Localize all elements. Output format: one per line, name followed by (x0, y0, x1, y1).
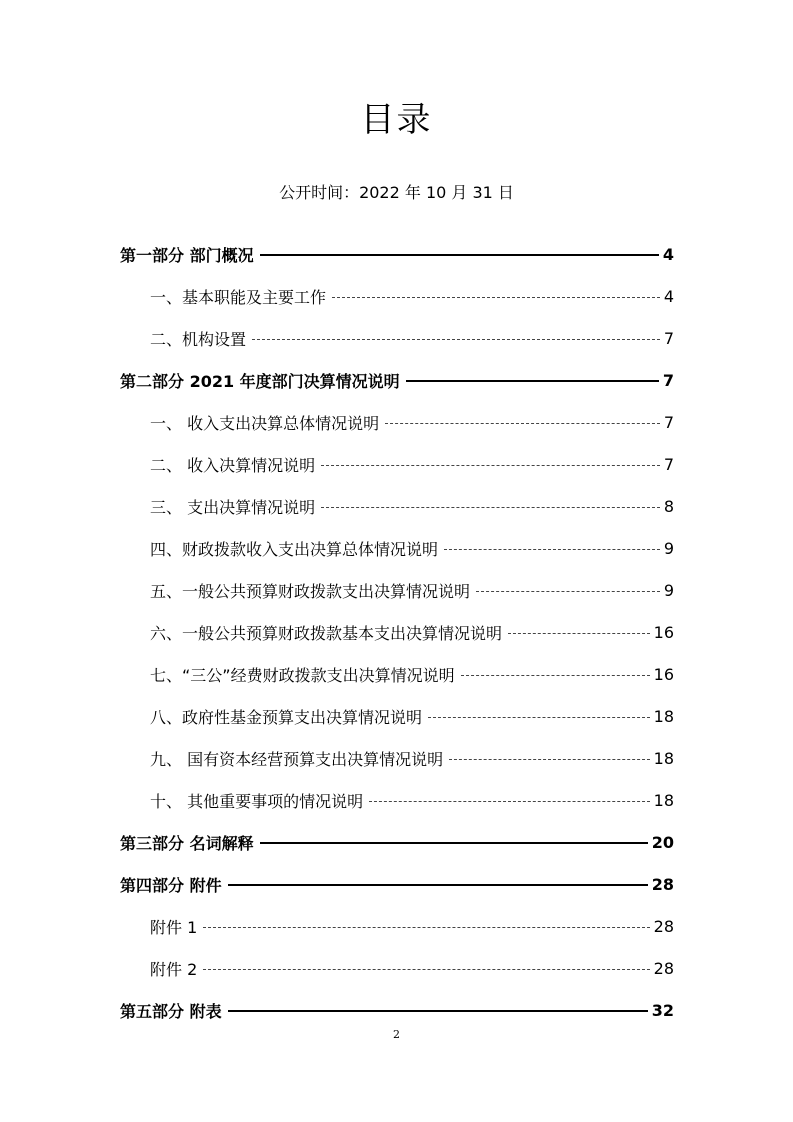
toc-entry-page: 16 (653, 664, 674, 684)
toc-leader (228, 884, 648, 886)
toc-entry-label: 二、 收入决算情况说明 (150, 455, 316, 475)
toc-entry[interactable] (150, 443, 674, 485)
toc-entry-label: 附件 2 (150, 959, 198, 979)
toc-entry-label: 一、 收入支出决算总体情况说明 (150, 413, 380, 433)
toc-entry-page: 32 (651, 1000, 674, 1020)
toc-entry-label: 九、 国有资本经营预算支出决算情况说明 (150, 749, 444, 769)
toc-entry-label: 二、机构设置 (150, 329, 247, 349)
toc-entry[interactable] (150, 527, 674, 569)
toc-entry[interactable] (150, 611, 674, 653)
toc-leader (449, 759, 650, 760)
toc-leader (476, 591, 660, 592)
toc-entry-label: 三、 支出决算情况说明 (150, 497, 316, 517)
toc-entry-label: 十、 其他重要事项的情况说明 (150, 791, 364, 811)
toc-leader (461, 675, 650, 676)
toc-leader (260, 254, 659, 256)
toc-entry-page: 4 (662, 244, 674, 264)
toc-entry-page: 7 (662, 370, 674, 390)
toc-entry-page: 20 (651, 832, 674, 852)
toc-entry-page: 18 (653, 706, 674, 726)
toc-entry[interactable] (150, 317, 674, 359)
toc-entry-page: 9 (663, 538, 674, 558)
toc-entry-page: 28 (651, 874, 674, 894)
toc-entry[interactable] (120, 233, 674, 275)
toc-leader (508, 633, 650, 634)
toc-leader (203, 927, 649, 928)
toc-leader (406, 380, 659, 382)
toc-entry-page: 9 (663, 580, 674, 600)
toc-entry-page: 28 (653, 916, 674, 936)
toc-leader (321, 465, 660, 466)
toc-entry[interactable] (150, 569, 674, 611)
toc-entry[interactable] (120, 989, 674, 1031)
toc-entry-label: 六、一般公共预算财政拨款基本支出决算情况说明 (150, 623, 503, 643)
toc-entry-page: 7 (663, 412, 674, 432)
toc-entry[interactable] (150, 737, 674, 779)
toc-leader (260, 842, 648, 844)
toc-entry[interactable] (120, 863, 674, 905)
toc-leader (428, 717, 650, 718)
toc-entry-label: 第三部分 名词解释 (120, 833, 254, 853)
toc-leader (321, 507, 660, 508)
toc-entry-page: 16 (653, 622, 674, 642)
toc-leader (369, 801, 650, 802)
toc-entry-label: 一、基本职能及主要工作 (150, 287, 327, 307)
toc-entry-label: 附件 1 (150, 917, 198, 937)
publish-date: 公开时间：2022 年 10 月 31 日 (279, 183, 514, 202)
toc-entry[interactable] (150, 695, 674, 737)
toc-entry-label: 五、一般公共预算财政拨款支出决算情况说明 (150, 581, 471, 601)
toc-entry-page: 7 (663, 454, 674, 474)
page-title: 目录 (360, 100, 433, 140)
toc-entry[interactable] (120, 821, 674, 863)
toc-entry-page: 18 (653, 748, 674, 768)
toc-entry[interactable] (150, 779, 674, 821)
toc-entry[interactable] (150, 275, 674, 317)
toc-entry-page: 4 (663, 286, 674, 306)
toc-entry-page: 7 (663, 328, 674, 348)
toc-entry[interactable] (150, 485, 674, 527)
toc-leader (252, 339, 660, 340)
toc-entry[interactable] (150, 653, 674, 695)
toc-leader (385, 423, 660, 424)
toc-entry[interactable] (150, 905, 674, 947)
toc-entry-page: 28 (653, 958, 674, 978)
toc-entry-page: 18 (653, 790, 674, 810)
toc-entry-label: 第四部分 附件 (120, 875, 222, 895)
toc-leader (203, 969, 649, 970)
toc-entry-label: 第二部分 2021 年度部门决算情况说明 (120, 371, 400, 391)
toc-leader (332, 297, 660, 298)
toc-entry-label: 第一部分 部门概况 (120, 245, 254, 265)
toc-entry-label: 七、“三公”经费财政拨款支出决算情况说明 (150, 665, 455, 685)
toc-leader (228, 1010, 648, 1012)
toc-entry[interactable] (120, 359, 674, 401)
toc-entry-label: 第五部分 附表 (120, 1001, 222, 1021)
toc-entry[interactable] (150, 401, 674, 443)
toc-entry[interactable] (150, 947, 674, 989)
toc-entry-label: 四、财政拨款收入支出决算总体情况说明 (150, 539, 439, 559)
toc-leader (444, 549, 660, 550)
toc-entry-label: 八、政府性基金预算支出决算情况说明 (150, 707, 423, 727)
toc-entry-page: 8 (663, 496, 674, 516)
page-number: 2 (393, 1028, 400, 1041)
